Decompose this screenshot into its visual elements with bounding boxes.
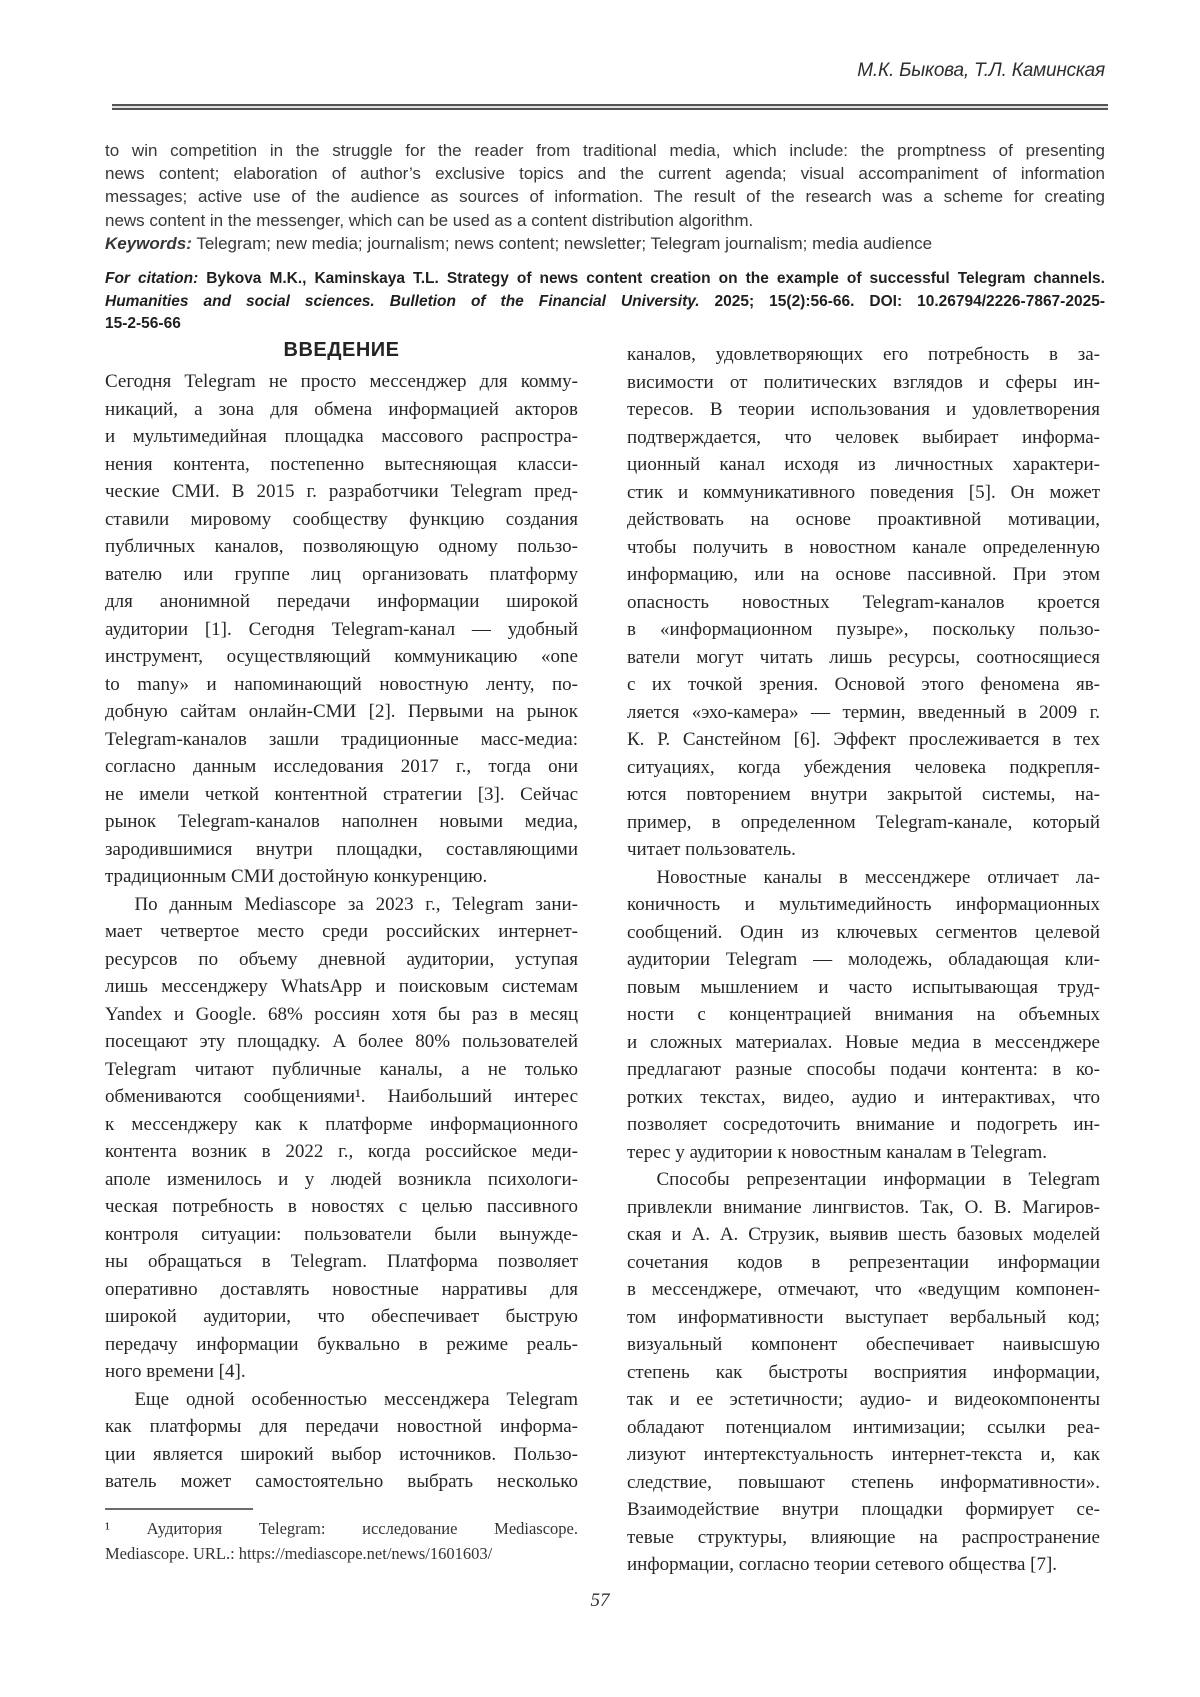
running-head-authors: М.К. Быкова, Т.Л. Каминская	[857, 60, 1105, 81]
abstract-lines	[105, 139, 1105, 232]
citation-text: Bykova M.K., Kaminskaya T.L. Strategy of news content creation on the example of successful Telegram channels.	[198, 270, 1105, 287]
text-line: действовать на основе проактивной мотивации,	[627, 509, 1100, 530]
text-line: никаций, а зона для обмена информацией акторов	[105, 398, 578, 420]
text-line: публичных каналов, позволяющую одному пользо-	[105, 536, 578, 557]
text-line: Еще одной особенностью мессенджера Telegram	[134, 1388, 578, 1410]
text-line: ческие СМИ. В 2015 г. разработчики Telegram пред-	[105, 481, 578, 502]
text-line: широкой аудитории, что обеспечивает быструю	[105, 1306, 578, 1327]
text-line: По данным Mediascope за 2023 г., Telegram зани-	[134, 893, 578, 915]
text-line: контроля ситуации: пользователи были вынужде-	[105, 1223, 578, 1245]
text-line: ситуациях, когда убеждения человека подкрепля-	[627, 756, 1100, 778]
text-line: как платформы для передачи новостной информа-	[105, 1416, 578, 1437]
page-number: 57	[590, 1590, 610, 1611]
text-line: оперативно доставлять новостные нарративы для	[105, 1278, 578, 1300]
text-line: Telegram-каналов зашли традиционные масс-медиа:	[105, 728, 578, 750]
text-line: аудитории Telegram — молодежь, обладающая кли-	[627, 949, 1100, 970]
text-line: и мультимедийная площадка массового распростра-	[105, 426, 578, 447]
text-line: ставили мировому сообществу функцию создания	[105, 508, 578, 530]
header-divider	[112, 104, 1108, 110]
text-line: ческая потребность в новостях с целью пассивного	[105, 1196, 578, 1217]
text-line: чтобы получить в новостном канале определенную	[627, 536, 1100, 558]
text-line: лизуют интертекстуальность интернет-текста и, как	[627, 1444, 1100, 1465]
text-line: для анонимной передачи информации широкой	[105, 591, 578, 612]
paragraph	[627, 341, 1100, 864]
footnote-block	[105, 1517, 578, 1566]
text-line: вателю или группе лиц организовать платформу	[105, 563, 578, 585]
text-line: Взаимодействие внутри площадки формирует се-	[627, 1499, 1100, 1520]
text-line: позволяет сосредоточить внимание и подогреть ин-	[627, 1114, 1100, 1135]
text-line: предлагают разные способы подачи контента: в ко-	[627, 1059, 1100, 1080]
text-line: обладают потенциалом интимизации; ссылки реа-	[627, 1416, 1100, 1438]
text-column-right	[627, 341, 1100, 1579]
text-line: рынок Telegram-каналов наполнен новыми медиа,	[105, 811, 578, 832]
text-line: news content in the messenger, which can be used as a content distribution algorithm.	[105, 210, 754, 230]
paragraph	[105, 1386, 578, 1496]
footnote-line: ¹ Аудитория Telegram: исследование Mediascope.	[105, 1519, 578, 1538]
text-line: согласно данным исследования 2017 г., тогда они	[105, 756, 578, 777]
text-line: ротких текстах, видео, аудио и интерактивах, что	[627, 1086, 1100, 1108]
text-line: ватели могут читать лишь ресурсы, соотносящиеся	[627, 646, 1100, 668]
text-line: зародившимися внутри площадки, составляющими	[105, 838, 578, 860]
keywords-line	[105, 232, 1105, 255]
text-line: визуальный компонент обеспечивает наивысшую	[627, 1334, 1100, 1355]
text-line: обмениваются сообщениями¹. Наибольший интерес	[105, 1086, 578, 1107]
text-line: и сложных материалах. Новые медиа в мессенджере	[627, 1031, 1100, 1053]
text-line: К. Р. Санстейном [6]. Эффект прослеживается в тех	[627, 729, 1100, 750]
text-line: инструмент, осуществляющий коммуникацию «one	[105, 646, 578, 667]
citation-block	[105, 268, 1105, 336]
text-line: мает четвертое место среди российских интернет-	[105, 921, 578, 942]
text-line: to many» и напоминающий новостную ленту, по-	[105, 673, 578, 695]
text-line: аполе изменилось и у людей возникла психологи-	[105, 1168, 578, 1190]
text-line: каналов, удовлетворяющих его потребность в за-	[627, 344, 1100, 365]
paragraph	[105, 368, 578, 891]
text-line: терес у аудитории к новостным каналам в Telegram.	[627, 1141, 1047, 1163]
text-line: Способы репрезентации информации в Telegram	[656, 1169, 1100, 1190]
text-line: ресурсов по объему дневной аудитории, уступая	[105, 948, 578, 970]
text-line: лишь мессенджеру WhatsApp и поисковым системам	[105, 976, 578, 997]
text-line: news content; elaboration of author’s exclusive topics and the current agenda; visual accompaniment of information	[105, 164, 1105, 184]
text-line: тересов. В теории использования и удовлетворения	[627, 399, 1100, 420]
paragraph	[627, 1166, 1100, 1579]
footnote-line: Mediascope. URL.: https://mediascope.net/news/1601603/	[105, 1543, 493, 1563]
keywords-text: Telegram; new media; journalism; news content; newsletter; Telegram journalism; media audience	[191, 233, 933, 253]
text-line: ны обращаться в Telegram. Платформа позволяет	[105, 1251, 578, 1272]
text-line: читает пользователь.	[627, 839, 796, 860]
text-line: не имели четкой контентной стратегии [3]. Сейчас	[105, 783, 578, 805]
text-line: тевые структуры, влияющие на распространение	[627, 1526, 1100, 1548]
text-line: Сегодня Telegram не просто мессенджер для комму-	[105, 371, 578, 392]
text-line: повым мышлением и часто испытывающая труд-	[627, 976, 1100, 998]
text-line: аудитории [1]. Сегодня Telegram-канал — удобный	[105, 618, 578, 640]
text-line: сочетания кодов в репрезентации информации	[627, 1251, 1100, 1273]
text-line: пример, в определенном Telegram-канале, который	[627, 811, 1100, 833]
text-line: ности с концентрацией внимания на объемных	[627, 1004, 1100, 1025]
text-line: стик и коммуникативного поведения [5]. Он может	[627, 481, 1100, 503]
paragraph	[627, 864, 1100, 1167]
text-line: посещают эту площадку. А более 80% пользователей	[105, 1031, 578, 1052]
text-line: ляется «эхо-камера» — термин, введенный в 2009 г.	[627, 701, 1100, 723]
text-line: в «информационном пузыре», поскольку пользо-	[627, 619, 1100, 640]
footnote-divider	[105, 1508, 253, 1510]
text-line: ватель может самостоятельно выбрать несколько	[105, 1471, 578, 1492]
text-line: ются повторением внутри закрытой системы, на-	[627, 784, 1100, 805]
text-line: так и ее эстетичности; аудио- и видеокомпоненты	[627, 1389, 1100, 1410]
text-line: to win competition in the struggle for the reader from traditional media, which include: the promptness of presenting	[105, 141, 1105, 160]
citation-label: For citation:	[105, 270, 199, 287]
text-line: информацию, или на основе пассивной. При этом	[627, 564, 1100, 585]
text-line: ции является широкий выбор источников. Пользо-	[105, 1443, 578, 1465]
text-line: с их точкой зрения. Основой этого феномена яв-	[627, 674, 1100, 695]
text-line: ская и А. А. Струзик, выявив шесть базовых моделей	[627, 1224, 1100, 1245]
text-line: ционный канал исходя из личностных характери-	[627, 454, 1100, 475]
text-line: степень как быстроты восприятия информации,	[627, 1361, 1100, 1383]
text-line: висимости от политических взглядов и сферы ин-	[627, 371, 1100, 393]
citation-line: 15-2-56-66	[105, 315, 181, 333]
text-line: Telegram читают публичные каналы, а не только	[105, 1058, 578, 1080]
text-line: следствие, повышают степень информативности».	[627, 1471, 1100, 1493]
keywords-label: Keywords:	[105, 233, 192, 253]
text-line: нения контента, постепенно вытесняющая класси-	[105, 453, 578, 475]
text-line: контента возник в 2022 г., когда российское меди-	[105, 1141, 578, 1162]
text-line: подтверждается, что человек выбирает информа-	[627, 426, 1100, 448]
section-heading-introduction: ВВЕДЕНИЕ	[283, 339, 400, 361]
abstract-block	[105, 139, 1105, 255]
text-line: привлекли внимание лингвистов. Так, О. В. Магиров-	[627, 1196, 1100, 1218]
paragraph	[105, 891, 578, 1386]
text-line: традиционным СМИ достойную конкуренцию.	[105, 866, 488, 887]
citation-line	[105, 291, 1105, 314]
text-line: messages; active use of the audience as sources of information. The result of the research was a scheme for creating	[105, 187, 1105, 207]
text-column-left	[105, 368, 578, 1496]
text-line: том информативности выступает вербальный код;	[627, 1306, 1100, 1328]
text-line: передачу информации буквально в режиме реаль-	[105, 1333, 578, 1355]
text-line: к мессенджеру как к платформе информационного	[105, 1113, 578, 1135]
text-line: добную сайтам онлайн-СМИ [2]. Первыми на рынок	[105, 701, 578, 722]
citation-line	[105, 268, 1105, 291]
text-line: ного времени [4].	[105, 1361, 246, 1382]
text-line: коничность и мультимедийность информационных	[627, 894, 1100, 915]
text-line: в мессенджере, отмечают, что «ведущим компонен-	[627, 1279, 1100, 1300]
text-line: Yandex и Google. 68% россиян хотя бы раз в месяц	[105, 1003, 578, 1025]
text-line: опасность новостных Telegram-каналов кроется	[627, 591, 1100, 613]
citation-doi: 2025; 15(2):56-66. DOI: 10.26794/2226-7867-2025-	[699, 292, 1105, 310]
text-line: информации, согласно теории сетевого общества [7].	[627, 1554, 1058, 1575]
citation-journal: Humanities and social sciences. Bulletion of the Financial University.	[105, 292, 700, 310]
text-line: Новостные каналы в мессенджере отличает ла-	[656, 866, 1100, 888]
text-line: сообщений. Один из ключевых сегментов целевой	[627, 921, 1100, 943]
